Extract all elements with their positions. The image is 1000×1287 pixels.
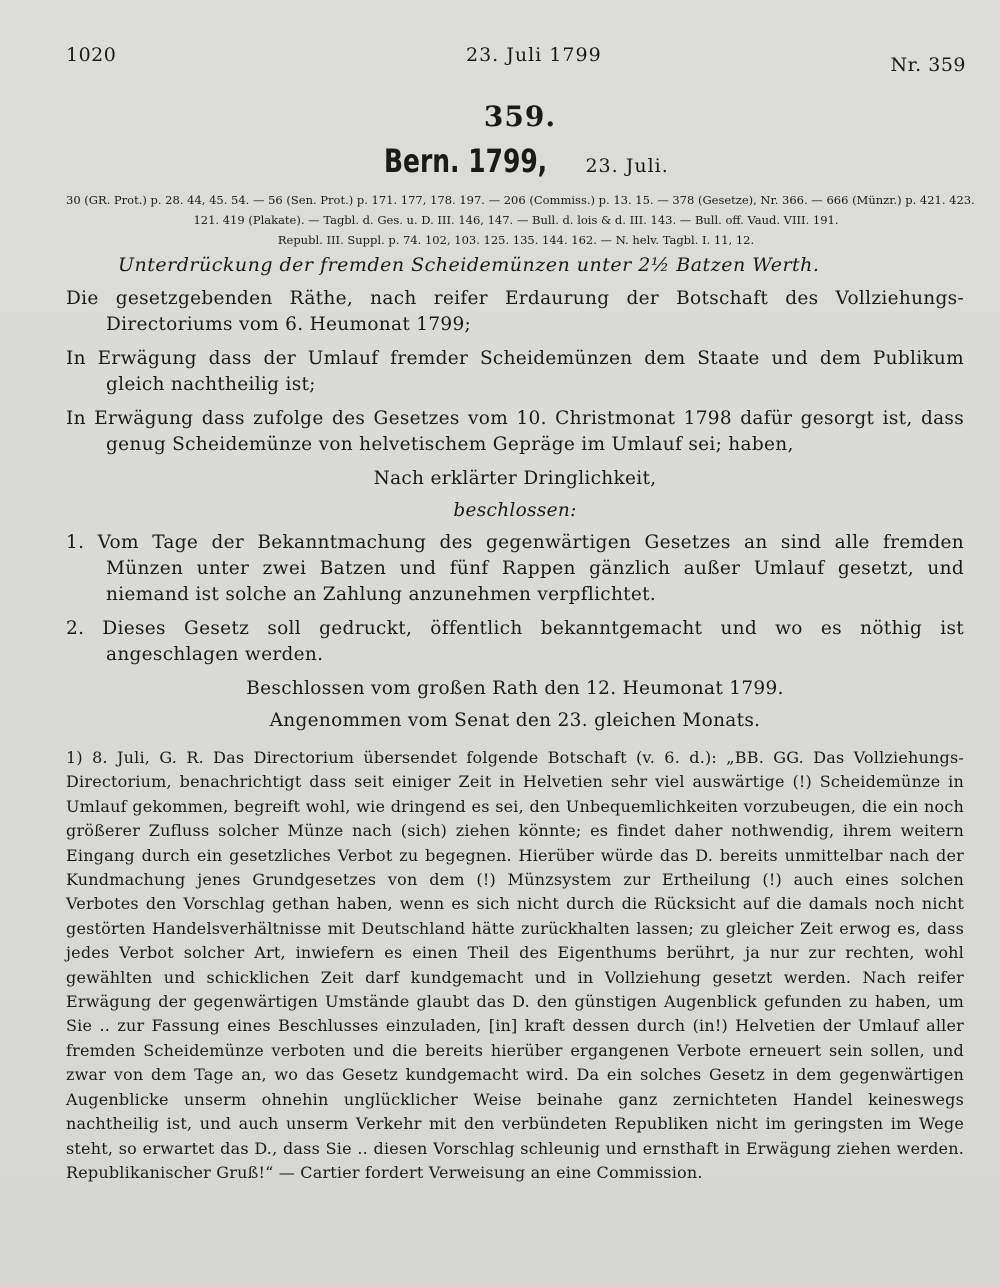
urgency-line: Nach erklärter Dringlichkeit,	[373, 468, 657, 489]
law-text	[66, 286, 964, 740]
article: 1. Vom Tage der Bekanntmachung des gegenwärtigen Gesetzes an sind alle fremden Münzen unter zwei Batzen und fünf Rappen gänzlich außer Umlauf gesetzt, und niemand ist solche an Zahlung anzunehmen verpflichtet.	[66, 532, 964, 605]
running-head-date: 23. Juli 1799	[466, 44, 602, 66]
consideration: In Erwägung dass zufolge des Gesetzes vom 10. Christmonat 1798 dafür gesorgt ist, dass genug Scheidemünze von helvetischem Gepräge im Umlauf sei; haben,	[66, 408, 964, 455]
entry-place: Bern. 1799,	[384, 142, 548, 180]
running-head	[66, 44, 966, 74]
preamble: Die gesetzgebenden Räthe, nach reifer Erdaurung der Botschaft des Vollziehungs-Directoriums vom 6. Heumonat 1799;	[66, 288, 964, 335]
entry-date: 23. Juli.	[585, 155, 669, 177]
subject-heading: Unterdrückung der fremden Scheidemünzen unter 2½ Batzen Werth.	[118, 254, 820, 276]
entry-number: 359.	[483, 100, 557, 133]
footnote	[66, 746, 964, 1185]
consideration: In Erwägung dass der Umlauf fremder Scheidemünzen dem Staate und dem Publikum gleich nachtheilig ist;	[66, 348, 964, 395]
page-number: 1020	[66, 44, 117, 66]
source-line: 121. 419 (Plakate). — Tagbl. d. Ges. u. D. III. 146, 147. — Bull. d. lois & d. III. 143. — Bull. off. Vaud. VIII. 191.	[193, 213, 839, 227]
source-line: Republ. III. Suppl. p. 74. 102, 103. 125. 135. 144. 162. — N. helv. Tagbl. I. 11, 12.	[277, 233, 755, 247]
closing-line: Beschlossen vom großen Rath den 12. Heumonat 1799.	[246, 678, 784, 699]
resolved-line: beschlossen:	[453, 500, 577, 521]
closing-line: Angenommen vom Senat den 23. gleichen Monats.	[269, 710, 761, 731]
source-references	[66, 190, 975, 250]
footnote-text: 1) 8. Juli, G. R. Das Directorium übersendet folgende Botschaft (v. 6. d.): „BB. GG. Das Vollziehungs-Directorium, benachrichtigt dass seit einiger Zeit in Helvetien sehr viel auswärtige (!) Scheidemünze in Umlauf gekommen, begreift wohl, wie dringend es sei, den Unbequemlichkeiten vorzubeugen, die ein noch größerer Zufluss solcher Münze nach (sich) ziehen könnte; es findet daher nothwendig, ihrem weitern Eingang durch ein gesetzliches Verbot zu begegnen. Hierüber würde das D. bereits unmittelbar nach der Kundmachung jenes Grundgesetzes von dem (!) Münzsystem zur Ertheilung (!) auch eines solchen Verbotes den Vorschlag gethan haben, wenn es sich nicht durch die Rücksicht auf die damals noch nicht gestörten Handelsverhältnisse mit Deutschland hätte zurückhalten lassen; zu gleicher Zeit erwog es, dass jedes Verbot solcher Art, inwiefern es einen Theil des Eigenthums berührt, ja nur zur rechten, wohl gewählten und schicklichen Zeit darf kundgemacht und in Vollziehung gesetzt werden. Nach reifer Erwägung der gegenwärtigen Umstände glaubt das D. den günstigen Augenblick gefunden zu haben, um Sie .. zur Fassung eines Beschlusses einzuladen, [in] kraft dessen durch (in!) Helvetien der Umlauf aller fremden Scheidemünze verboten und die bereits hierüber ergangenen Verbote erneuert sein sollen, und zwar von dem Tage an, wo das Gesetz kundgemacht wird. Da ein solches Gesetz in dem gegenwärtigen Augenblicke unserm ohnehin unglücklicher Weise beinahe ganz zernichteten Handel keineswegs nachtheilig ist, und auch unserm Verkehr mit den verbündeten Republiken nicht im geringsten im Wege steht, so erwartet das D., dass Sie .. diesen Vorschlag schleunig und ernsthaft in Erwägung ziehen werden. Republikanischer Gruß!“ — Cartier fordert Verweisung an eine Commission.	[66, 748, 964, 1182]
entry-reference: Nr. 359	[890, 54, 966, 76]
article: 2. Dieses Gesetz soll gedruckt, öffentlich bekanntgemacht und wo es nöthig ist angeschlagen werden.	[66, 618, 964, 665]
place-date-heading	[0, 142, 1000, 180]
source-line: 30 (GR. Prot.) p. 28. 44, 45. 54. — 56 (Sen. Prot.) p. 171. 177, 178. 197. — 206 (Commiss.) p. 13. 15. — 378 (Gesetze), Nr. 366. — 666 (Münzr.) p. 421. 423.	[66, 193, 975, 207]
